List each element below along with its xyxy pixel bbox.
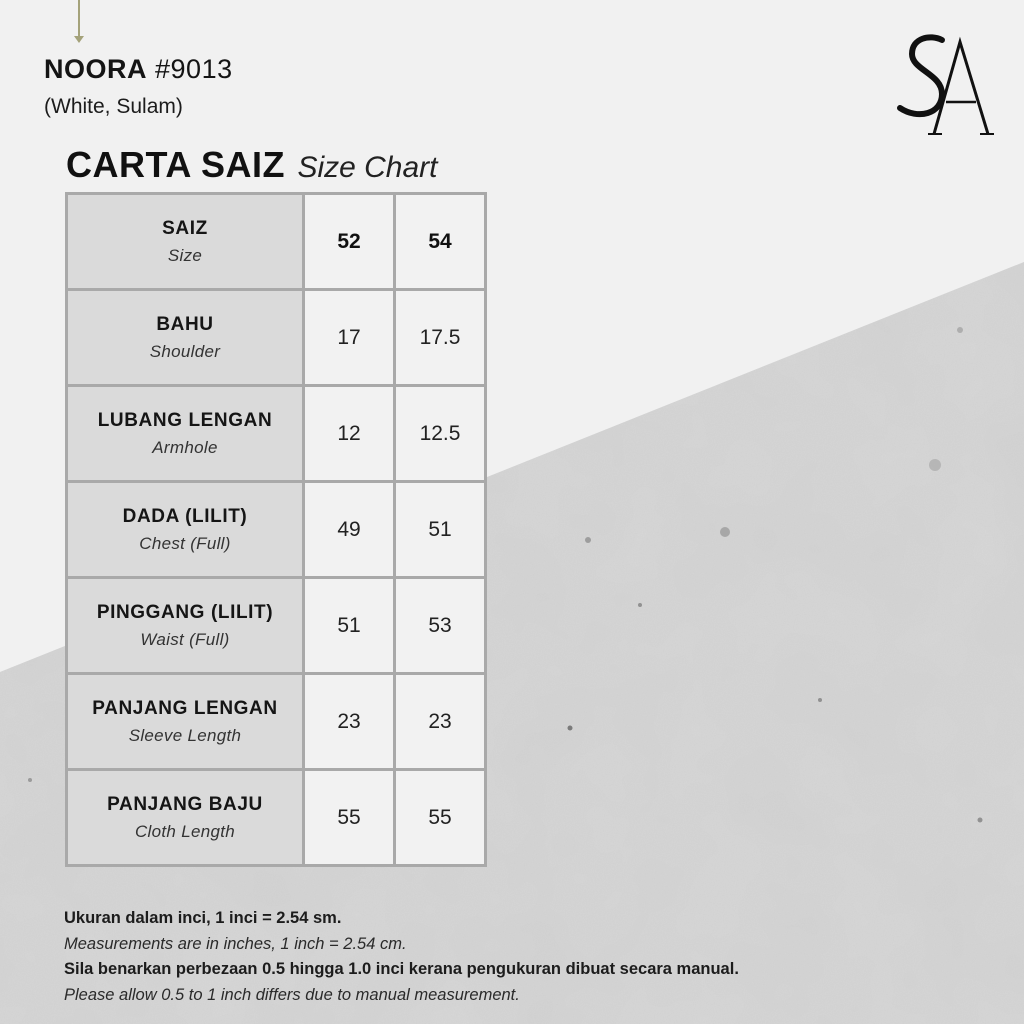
- row-label-cell: [67, 770, 304, 866]
- accent-arrow-icon: [74, 36, 84, 43]
- row-value: 17.5: [395, 290, 486, 386]
- product-title: [44, 54, 233, 85]
- row-value: 12.5: [395, 386, 486, 482]
- header-label-cell: [67, 194, 304, 290]
- chart-heading-main: CARTA SAIZ: [66, 144, 285, 185]
- row-label-sub: Armhole: [152, 437, 218, 457]
- row-label-main: PANJANG BAJU: [107, 793, 263, 815]
- size-table: [65, 192, 487, 867]
- row-value: 23: [395, 674, 486, 770]
- chart-heading: [66, 144, 438, 186]
- note-line-4: Please allow 0.5 to 1 inch differs due to manual measurement.: [64, 985, 520, 1004]
- header-label-main: SAIZ: [162, 217, 208, 239]
- product-name: NOORA: [44, 54, 147, 84]
- row-label-main: PANJANG LENGAN: [92, 697, 278, 719]
- row-label-main: BAHU: [156, 313, 214, 335]
- note-line-3: Sila benarkan perbezaan 0.5 hingga 1.0 inci kerana pengukuran dibuat secara manual.: [64, 960, 739, 978]
- row-label-cell: [67, 386, 304, 482]
- row-label-sub: Waist (Full): [140, 629, 230, 649]
- header-label-sub: Size: [167, 245, 203, 265]
- accent-line: [78, 0, 80, 40]
- row-label-cell: [67, 674, 304, 770]
- table-row-waist: [67, 578, 486, 674]
- row-label-cell: [67, 482, 304, 578]
- row-label-sub: Cloth Length: [134, 821, 235, 841]
- header-size-52: 52: [304, 194, 395, 290]
- table-row-sleeve-length: [67, 674, 486, 770]
- row-label-main: DADA (LILIT): [122, 505, 248, 527]
- row-label-cell: [67, 290, 304, 386]
- chart-heading-sub: Size Chart: [297, 151, 438, 184]
- row-value: 49: [304, 482, 395, 578]
- row-value: 12: [304, 386, 395, 482]
- row-label-sub: Sleeve Length: [128, 725, 242, 745]
- row-value: 55: [395, 770, 486, 866]
- row-label-sub: Shoulder: [149, 341, 221, 361]
- row-label-main: LUBANG LENGAN: [97, 409, 273, 431]
- row-value: 55: [304, 770, 395, 866]
- header-size-54: 54: [395, 194, 486, 290]
- product-variant: (White, Sulam): [44, 95, 183, 118]
- measurement-notes: [64, 906, 739, 1008]
- row-value: 23: [304, 674, 395, 770]
- row-value: 51: [304, 578, 395, 674]
- note-line-1: Ukuran dalam inci, 1 inci = 2.54 sm.: [64, 909, 342, 927]
- product-code: #9013: [155, 54, 233, 84]
- table-row-armhole: [67, 386, 486, 482]
- row-value: 51: [395, 482, 486, 578]
- row-value: 17: [304, 290, 395, 386]
- table-header-row: [67, 194, 486, 290]
- row-label-main: PINGGANG (LILIT): [96, 601, 274, 623]
- table-row-cloth-length: [67, 770, 486, 866]
- row-label-cell: [67, 578, 304, 674]
- row-value: 53: [395, 578, 486, 674]
- row-label-sub: Chest (Full): [139, 533, 231, 553]
- table-row-shoulder: [67, 290, 486, 386]
- table-row-chest: [67, 482, 486, 578]
- note-line-2: Measurements are in inches, 1 inch = 2.54 cm.: [64, 934, 407, 953]
- sa-monogram-logo-icon: [890, 30, 1000, 142]
